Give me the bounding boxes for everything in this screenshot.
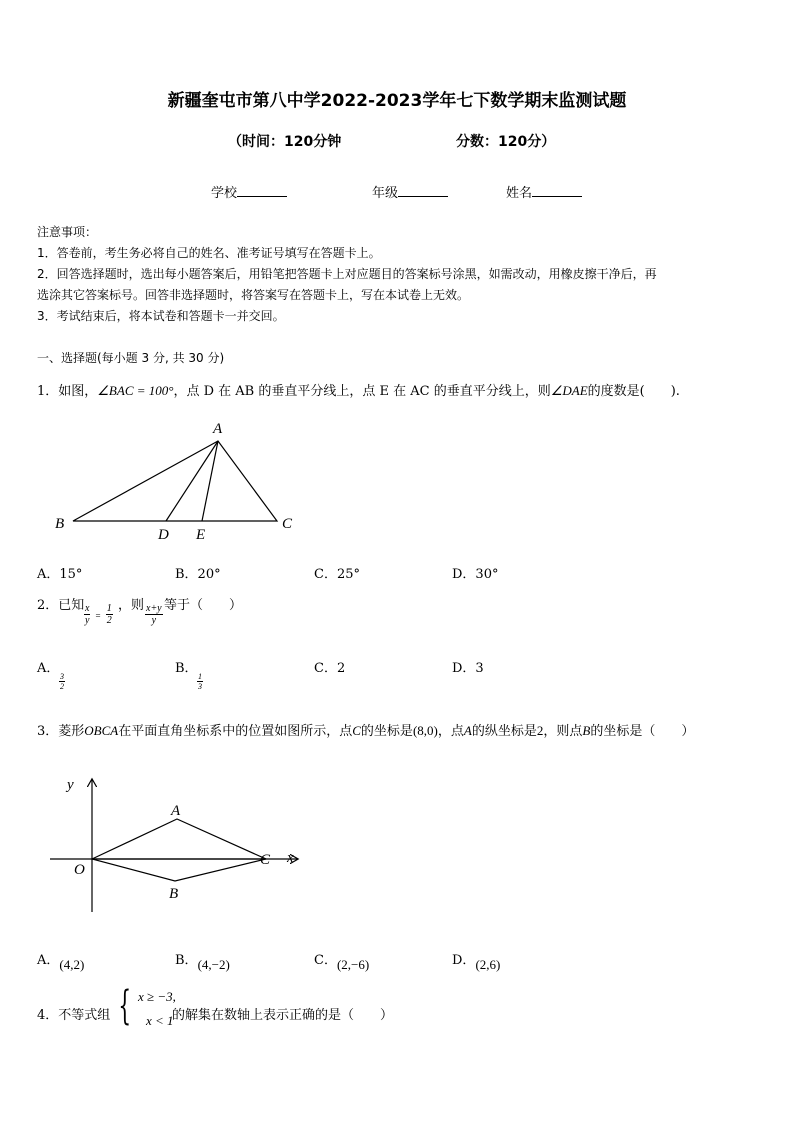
grade-blank: [398, 184, 448, 197]
q1-option-a: A．15°: [37, 567, 83, 582]
label-x: x: [287, 850, 294, 866]
name-field: [506, 182, 582, 201]
label-e: E: [196, 527, 206, 543]
q3-text: ，点: [437, 724, 464, 739]
fraction-numerator: x: [85, 603, 90, 614]
option-letter: B．: [175, 953, 198, 968]
q1-triangle-figure: [45, 415, 315, 545]
q2-rhs-fraction: [106, 603, 113, 626]
name-blank: [532, 184, 582, 197]
q3-option-d: [452, 949, 501, 972]
label-o: O: [74, 862, 85, 878]
q2-option-c: C．2: [314, 661, 346, 676]
fraction-denominator: 2: [106, 615, 112, 626]
q1-suffix: 的度数是( ).: [587, 384, 680, 399]
label-c: C: [282, 516, 293, 532]
q2-option-a: A．: [37, 661, 60, 676]
fraction-denominator: 3: [198, 682, 202, 691]
page-title: 新疆奎屯市第八中学2022-2023学年七下数学期末监测试题: [167, 91, 627, 111]
notes-item: 1．答卷前，考生务必将自己的姓名、准考证号填写在答题卡上。: [37, 246, 381, 260]
equals-sign: =: [95, 611, 101, 621]
label-a: A: [213, 421, 223, 437]
school-field: [211, 182, 287, 201]
notes-block: [37, 222, 657, 327]
label-b: B: [55, 516, 65, 532]
q4-inequality-1: x ≥ −3,: [138, 989, 176, 1004]
q2-mid: ，则: [118, 598, 145, 613]
label-a: A: [171, 803, 181, 819]
q4-brace-icon: {: [118, 983, 132, 1029]
q2-prefix: 2．已知: [37, 598, 85, 613]
option-value: (4,−2): [197, 957, 230, 972]
fraction-denominator: y: [151, 615, 157, 626]
q1-angle-dae: ∠DAE: [550, 383, 588, 398]
notes-item: 2．回答选择题时，选出每小题答案后，用铅笔把答题卡上对应题目的答案标号涂黑，如需改动，用橡皮擦干净后，再: [37, 267, 657, 281]
option-letter: D．: [452, 953, 476, 968]
q2-option-d: D．3: [452, 661, 484, 676]
rhombus-obca: [92, 819, 266, 881]
q4-prefix: 4．不等式组: [37, 1008, 111, 1023]
fraction-numerator: x+y: [146, 603, 162, 614]
q2-suffix: 等于（ ）: [164, 598, 243, 613]
q2-given-fraction: [84, 603, 90, 626]
q2-ask-fraction: [145, 603, 163, 626]
q4-suffix: 的解集在数轴上表示正确的是（ ）: [172, 1008, 394, 1023]
q3-y-a: 2: [536, 723, 544, 738]
fraction-numerator: 1: [198, 672, 202, 681]
option-letter: A．: [37, 953, 60, 968]
name-label: 姓名: [506, 186, 533, 201]
q3-point-c: C: [352, 723, 361, 738]
q3-rhombus-figure: [45, 770, 315, 920]
q3-shape: OBCA: [84, 723, 119, 738]
q3-text: 在平面直角坐标系中的位置如图所示，点: [118, 724, 353, 739]
total-score: 分数：120分）: [456, 134, 556, 150]
fraction-denominator: y: [85, 615, 90, 626]
q3-point-b: B: [582, 723, 591, 738]
triangle-abc: [73, 441, 277, 521]
time-limit: （时间：120分钟: [228, 134, 342, 150]
option-value: (2,6): [475, 957, 501, 972]
question-3-stem: [37, 720, 694, 739]
label-c: C: [260, 852, 271, 868]
option-letter: C．: [314, 953, 337, 968]
q3-point-a: A: [463, 723, 472, 738]
q3-text: 的纵坐标是: [471, 724, 537, 739]
fraction-numerator: 1: [106, 603, 112, 614]
q3-text: 的坐标是: [360, 724, 413, 739]
label-d: D: [158, 527, 169, 543]
label-y: y: [67, 777, 74, 793]
q3-option-c: [314, 949, 370, 972]
option-value: (2,−6): [336, 957, 370, 972]
q2-option-b-fraction: [197, 671, 203, 691]
notes-heading: 注意事项：: [37, 225, 98, 239]
option-value: (4,2): [59, 957, 85, 972]
q1-middle: ，点 D 在 AB 的垂直平分线上，点 E 在 AC 的垂直平分线上，则: [173, 384, 551, 399]
q2-given-equation: [84, 603, 113, 626]
school-blank: [237, 184, 287, 197]
notes-item: 3．考试结束后，将本试卷和答题卡一并交回。: [37, 309, 285, 323]
section-heading: 一、选择题(每小题 3 分, 共 30 分): [37, 351, 225, 365]
label-b: B: [169, 886, 179, 902]
q3-coord-c: (8,0): [412, 723, 438, 738]
q1-option-c: C．25°: [314, 567, 360, 582]
grade-label: 年级: [372, 186, 399, 201]
q3-text: ，则点: [543, 724, 583, 739]
q1-option-b: B．20°: [175, 567, 221, 582]
q1-angle-bac: ∠BAC = 100°: [97, 383, 174, 398]
q3-prefix: 3．菱形: [37, 724, 85, 739]
grade-field: [372, 182, 448, 201]
q2-option-b: B．: [175, 661, 198, 676]
fraction-numerator: 3: [60, 672, 64, 681]
fraction-denominator: 2: [60, 682, 64, 691]
q1-option-d: D．30°: [452, 567, 499, 582]
question-1-stem: [37, 380, 680, 399]
q1-prefix: 1．如图，: [37, 384, 98, 399]
notes-item: 选涂其它答案标号。回答非选择题时，将答案写在答题卡上，写在本试卷上无效。: [37, 288, 470, 302]
question-2-stem: [37, 594, 84, 613]
q3-option-a: [37, 949, 85, 972]
q2-option-a-fraction: [59, 671, 65, 691]
q3-option-b: [175, 949, 230, 972]
q4-inequality-2: x < 1: [146, 1013, 174, 1028]
q3-text: 的坐标是（ ）: [590, 724, 695, 739]
school-label: 学校: [211, 186, 238, 201]
